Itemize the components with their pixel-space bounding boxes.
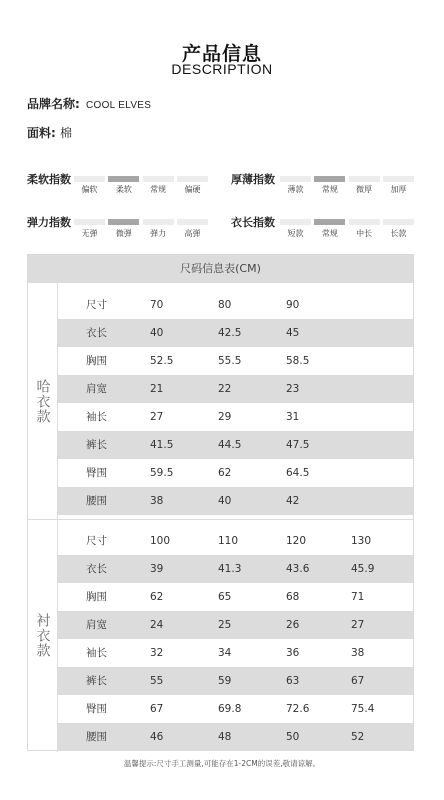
row-header: 胸围 xyxy=(86,355,107,367)
fabric-line xyxy=(27,124,72,141)
thickness-scale-option: 常规 xyxy=(321,185,338,194)
table-cell: 41.3 xyxy=(218,563,242,575)
size-group-name: 衬衣款 xyxy=(34,613,51,658)
table-cell: 40 xyxy=(150,327,164,339)
table-cell: 90 xyxy=(286,299,300,311)
table-cell: 47.5 xyxy=(286,439,310,451)
elasticity-scale-segment xyxy=(177,219,208,225)
elasticity-scale-option: 高弹 xyxy=(184,229,201,238)
row-header: 腰围 xyxy=(86,495,107,507)
table-cell: 43.6 xyxy=(286,563,310,575)
table-row xyxy=(58,291,413,319)
table-cell: 32 xyxy=(150,647,164,659)
table-cell: 70 xyxy=(150,299,164,311)
table-cell: 50 xyxy=(286,731,300,743)
table-cell: 36 xyxy=(286,647,300,659)
table-cell: 130 xyxy=(351,535,372,547)
thickness-scale-segment xyxy=(314,176,345,182)
table-cell: 120 xyxy=(286,535,307,547)
row-header: 裤长 xyxy=(86,439,107,451)
softness-scale-option: 偏硬 xyxy=(184,185,201,194)
table-cell: 39 xyxy=(150,563,164,575)
footer-note: 温馨提示:尺寸手工测量,可能存在1-2CM的误差,敬请谅解。 xyxy=(123,759,321,768)
table-row xyxy=(58,527,413,555)
row-header: 臀围 xyxy=(86,703,107,715)
table-row xyxy=(58,611,413,639)
table-cell: 59 xyxy=(218,675,232,687)
row-header: 尺寸 xyxy=(86,299,107,311)
table-cell: 45 xyxy=(286,327,300,339)
thickness-scale-segment xyxy=(383,176,414,182)
table-row xyxy=(58,431,413,459)
row-header: 肩宽 xyxy=(86,383,107,395)
table-cell: 100 xyxy=(150,535,171,547)
thickness-scale-option: 薄款 xyxy=(287,185,304,194)
length-scale-option: 中长 xyxy=(356,229,373,238)
table-cell: 29 xyxy=(218,411,232,423)
row-header: 袖长 xyxy=(86,411,107,423)
elasticity-scale-option: 无弹 xyxy=(81,229,98,238)
elasticity-scale-option: 微弹 xyxy=(115,229,132,238)
table-cell: 42.5 xyxy=(218,327,242,339)
length-scale-option: 长款 xyxy=(390,229,407,238)
table-cell: 55.5 xyxy=(218,355,242,367)
fabric-value: 棉 xyxy=(60,126,73,140)
length-scale-option: 常规 xyxy=(321,229,338,238)
table-cell: 45.9 xyxy=(351,563,375,575)
elasticity-scale-segment xyxy=(143,219,174,225)
table-cell: 67 xyxy=(150,703,164,715)
table-cell: 38 xyxy=(150,495,164,507)
length-scale-segment xyxy=(383,219,414,225)
size-group-name: 哈衣款 xyxy=(34,378,51,424)
softness-scale-segment xyxy=(177,176,208,182)
size-group-label xyxy=(28,519,58,752)
thickness-scale-bar xyxy=(280,176,414,182)
table-cell: 63 xyxy=(286,675,300,687)
table-cell: 58.5 xyxy=(286,355,310,367)
row-header: 尺寸 xyxy=(86,535,107,547)
softness-scale-segment xyxy=(143,176,174,182)
table-row xyxy=(58,319,413,347)
thickness-index-label: 厚薄指数 xyxy=(231,173,275,186)
fabric-label: 面料: xyxy=(27,126,56,140)
softness-scale-labels xyxy=(74,184,208,195)
row-header: 裤长 xyxy=(86,675,107,687)
table-cell: 72.6 xyxy=(286,703,310,715)
table-cell: 68 xyxy=(286,591,300,603)
thickness-scale-segment xyxy=(349,176,380,182)
length-scale-segment xyxy=(349,219,380,225)
table-cell: 48 xyxy=(218,731,232,743)
table-row xyxy=(58,723,413,751)
brand-label: 品牌名称: xyxy=(27,97,80,111)
table-row xyxy=(58,639,413,667)
elasticity-scale-option: 弹力 xyxy=(150,229,167,238)
thickness-scale-option: 微厚 xyxy=(356,185,373,194)
row-header: 袖长 xyxy=(86,647,107,659)
thickness-scale-option: 加厚 xyxy=(390,185,407,194)
row-header: 衣长 xyxy=(86,563,107,575)
table-cell: 110 xyxy=(218,535,239,547)
softness-scale-segment xyxy=(74,176,105,182)
table-row xyxy=(58,555,413,583)
table-cell: 59.5 xyxy=(150,467,174,479)
table-cell: 27 xyxy=(351,619,365,631)
length-scale-bar xyxy=(280,219,414,225)
table-cell: 40 xyxy=(218,495,232,507)
table-cell: 24 xyxy=(150,619,164,631)
row-header: 衣长 xyxy=(86,327,107,339)
elasticity-scale-labels xyxy=(74,228,208,239)
table-cell: 52.5 xyxy=(150,355,174,367)
table-cell: 52 xyxy=(351,731,365,743)
brand-value: COOL ELVES xyxy=(86,100,152,111)
size-group-label xyxy=(28,283,58,519)
brand-line xyxy=(27,95,151,112)
table-row xyxy=(58,459,413,487)
row-header: 胸围 xyxy=(86,591,107,603)
elasticity-scale-segment xyxy=(108,219,139,225)
table-cell: 65 xyxy=(218,591,232,603)
length-scale-labels xyxy=(280,228,414,239)
table-cell: 41.5 xyxy=(150,439,174,451)
table-cell: 75.4 xyxy=(351,703,375,715)
table-cell: 55 xyxy=(150,675,164,687)
row-header: 肩宽 xyxy=(86,619,107,631)
size-table xyxy=(27,254,414,751)
table-cell: 31 xyxy=(286,411,300,423)
table-cell: 23 xyxy=(286,383,300,395)
row-header: 臀围 xyxy=(86,467,107,479)
row-header: 腰围 xyxy=(86,731,107,743)
softness-scale-option: 常规 xyxy=(150,185,167,194)
table-cell: 38 xyxy=(351,647,365,659)
table-cell: 62 xyxy=(150,591,164,603)
table-cell: 71 xyxy=(351,591,365,603)
table-cell: 26 xyxy=(286,619,300,631)
softness-index-label: 柔软指数 xyxy=(27,173,71,186)
table-cell: 46 xyxy=(150,731,164,743)
title-cn: 产品信息 xyxy=(181,43,262,65)
table-cell: 27 xyxy=(150,411,164,423)
table-row xyxy=(58,487,413,515)
table-cell: 42 xyxy=(286,495,300,507)
table-cell: 44.5 xyxy=(218,439,242,451)
table-row xyxy=(58,583,413,611)
table-row xyxy=(58,403,413,431)
table-cell: 62 xyxy=(218,467,232,479)
size-group xyxy=(28,283,413,519)
table-row xyxy=(58,667,413,695)
softness-scale-bar xyxy=(74,176,208,182)
title-en: DESCRIPTION xyxy=(171,61,273,77)
table-cell: 67 xyxy=(351,675,365,687)
elasticity-index-label: 弹力指数 xyxy=(27,216,71,229)
table-cell: 22 xyxy=(218,383,232,395)
table-row xyxy=(58,695,413,723)
length-index-label: 衣长指数 xyxy=(231,216,275,229)
table-cell: 21 xyxy=(150,383,164,395)
softness-scale-option: 柔软 xyxy=(115,185,132,194)
table-cell: 64.5 xyxy=(286,467,310,479)
elasticity-scale-segment xyxy=(74,219,105,225)
table-cell: 34 xyxy=(218,647,232,659)
length-scale-option: 短款 xyxy=(287,229,304,238)
thickness-scale-labels xyxy=(280,184,414,195)
table-row xyxy=(58,375,413,403)
softness-scale-segment xyxy=(108,176,139,182)
softness-scale-option: 偏软 xyxy=(81,185,98,194)
size-group xyxy=(28,519,413,752)
table-cell: 80 xyxy=(218,299,232,311)
table-cell: 25 xyxy=(218,619,232,631)
size-table-title: 尺码信息表(CM) xyxy=(28,255,413,283)
thickness-scale-segment xyxy=(280,176,311,182)
table-row xyxy=(58,347,413,375)
table-cell: 69.8 xyxy=(218,703,242,715)
length-scale-segment xyxy=(280,219,311,225)
length-scale-segment xyxy=(314,219,345,225)
elasticity-scale-bar xyxy=(74,219,208,225)
